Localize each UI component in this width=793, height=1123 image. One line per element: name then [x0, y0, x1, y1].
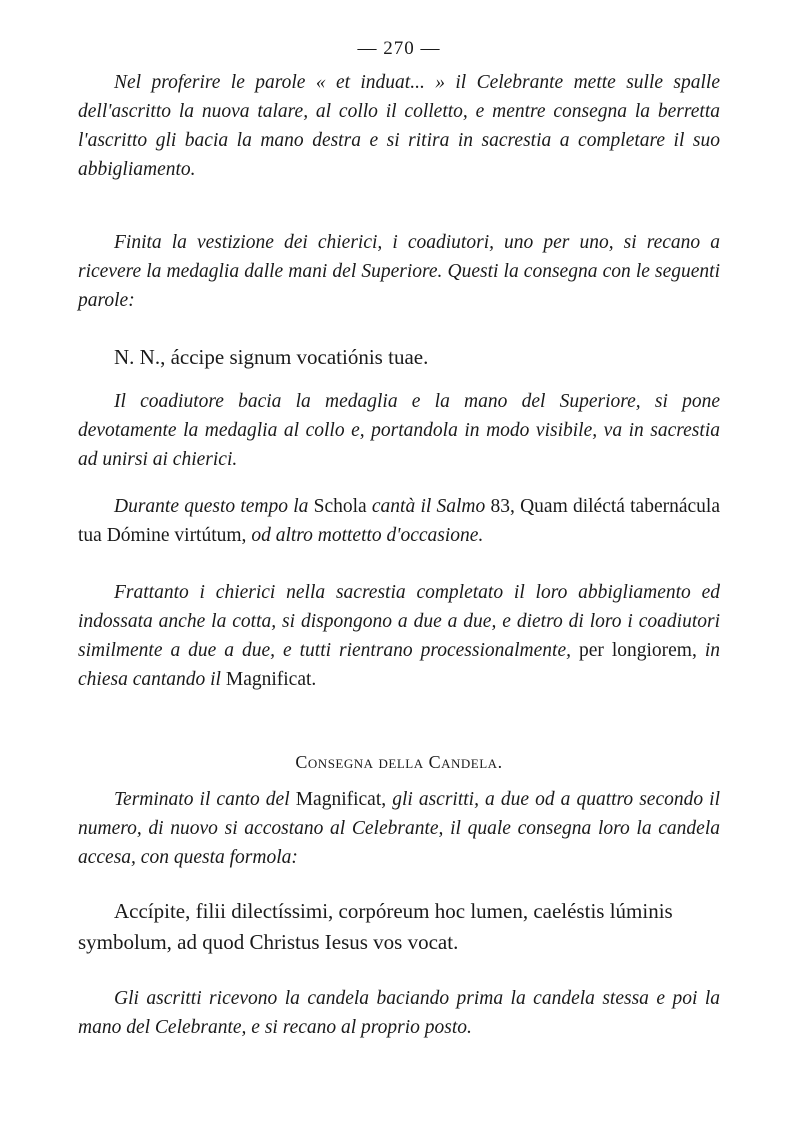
- paragraph-candle: [78, 785, 720, 872]
- psalm-salmo: Salmo: [436, 496, 486, 517]
- paragraph-procession: [78, 578, 720, 694]
- book-page: [78, 38, 720, 1042]
- candle-text-2: gli ascritti, a due od a quattro secondo il numero, di nuovo si accostano al Celebrante, il quale consegna loro la candela accesa, con questa formola:: [78, 789, 720, 868]
- candle-magnificat: Magnificat,: [295, 789, 387, 810]
- psalm-text-2: cantà il: [366, 496, 437, 517]
- paragraph-vestition: Nel proferire le parole « et induat... » il Celebrante mette sulle spalle dell'ascritto la nuova talare, al collo il colletto, e mentre consegna la berretta l'ascritto gli bacia la mano destra e si ritira in sacrestia a completare il suo abbigliamento.: [78, 72, 720, 180]
- page-number: — 270 —: [357, 38, 441, 59]
- psalm-text-3: od altro mottetto d'occasione.: [246, 525, 484, 546]
- paragraph-psalm: [78, 492, 720, 550]
- latin-formula-medal: N. N., áccipe signum vocatiónis tuae.: [114, 345, 429, 369]
- procession-text-1: Frattanto i chierici nella sacrestia completato il loro abbigliamento ed indossata anche la cotta, si dispongono a due a due, e dietro di loro i coadiutori similmente a due a due, e tutti rientrano processionalmente,: [78, 582, 720, 661]
- psalm-text-1: Durante questo tempo la: [114, 496, 314, 517]
- candle-text-1: Terminato il canto del: [114, 789, 296, 810]
- psalm-incipit: 83, Quam diléctá tabernácula tua Dómine virtútum,: [78, 496, 720, 546]
- procession-latin: per longiorem,: [571, 640, 697, 661]
- paragraph-receive-candle: Gli ascritti ricevono la candela baciando prima la candela stessa e poi la mano del Celebrante, e si recano al proprio posto.: [78, 988, 720, 1038]
- section-heading: Consegna della Candela.: [295, 752, 503, 772]
- latin-formula-candle: Accípite, filii dilectíssimi, corpóreum hoc lumen, caeléstis lúminis symbolum, ad quod Christus Iesus vos vocat.: [78, 899, 673, 954]
- paragraph-medal: Finita la vestizione dei chierici, i coadiutori, uno per uno, si recano a ricevere la medaglia dalle mani del Superiore. Questi la consegna con le seguenti parole:: [78, 232, 720, 311]
- procession-text-2: in chiesa cantando il: [78, 640, 720, 690]
- procession-magnificat: Magnificat.: [220, 669, 317, 690]
- psalm-schola: Schola: [313, 496, 367, 517]
- paragraph-coadjutor: Il coadiutore bacia la medaglia e la mano del Superiore, si pone devotamente la medaglia al collo e, portandola in modo visibile, va in sacrestia ad unirsi ai chierici.: [78, 391, 720, 470]
